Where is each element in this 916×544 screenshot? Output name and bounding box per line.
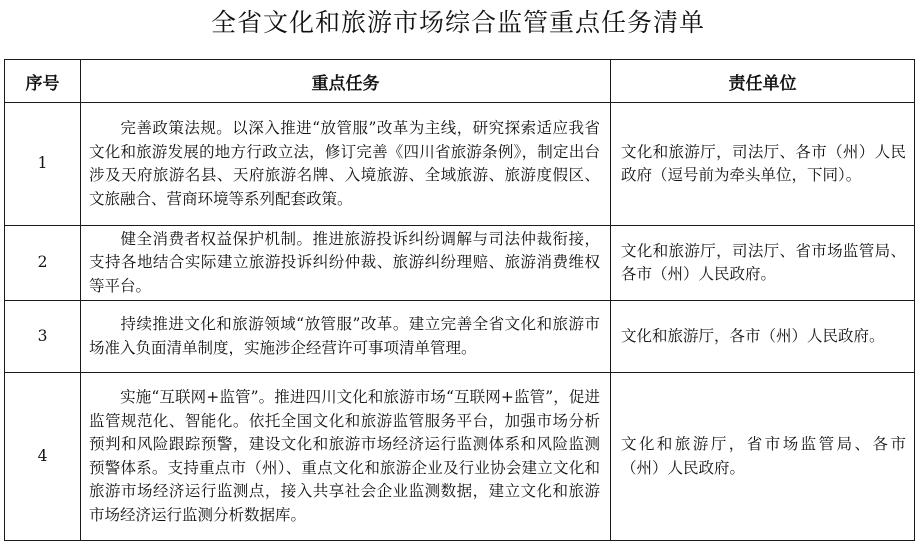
row-task: [81, 373, 611, 541]
row-responsible: 文化和旅游厅，司法厅、各市（州）人民政府（逗号前为牵头单位，下同）。: [611, 103, 915, 226]
table-row: [5, 226, 915, 301]
row-task-text: 实施“互联网+监管”。推进四川文化和旅游市场“互联网+监管”，促进监管规范化、智能化。依托全国文化和旅游监管服务平台，加强市场分析预判和风险跟踪预警，建设文化和旅游市场经济运行监测体系和风险监测预警体系。支持重点市（州）、重点文化和旅游企业及行业协会建立文化和旅游市场经济运行监测点，接入共享社会企业监测数据，建立文化和旅游市场经济运行监测分析数据库。: [89, 388, 600, 524]
row-task-text: 完善政策法规。以深入推进“放管服”改革为主线，研究探索适应我省文化和旅游发展的地方行政立法，修订完善《四川省旅游条例》，制定出台涉及天府旅游名县、天府旅游名牌、入境旅游、全域旅游、旅游度假区、文旅融合、营商环境等系列配套政策。: [89, 119, 600, 208]
header-task: 重点任务: [81, 60, 611, 103]
table-header-row: [5, 60, 915, 103]
row-number: 3: [5, 301, 81, 373]
row-number: 4: [5, 373, 81, 541]
task-table: [4, 59, 915, 541]
row-task-text: 健全消费者权益保护机制。推进旅游投诉纠纷调解与司法仲裁衔接，支持各地结合实际建立旅游投诉纠纷仲裁、旅游纠纷理赔、旅游消费维权等平台。: [89, 229, 600, 295]
row-number: 2: [5, 226, 81, 301]
header-responsible: 责任单位: [611, 60, 915, 103]
row-task: [81, 226, 611, 301]
row-number: 1: [5, 103, 81, 226]
row-task: [81, 103, 611, 226]
row-responsible: 文化和旅游厅，司法厅、省市场监管局、各市（州）人民政府。: [611, 226, 915, 301]
row-responsible: 文化和旅游厅，各市（州）人民政府。: [611, 301, 915, 373]
row-responsible: 文化和旅游厅，省市场监管局、各市（州）人民政府。: [611, 373, 915, 541]
table-row: [5, 301, 915, 373]
header-serial: 序号: [5, 60, 81, 103]
table-row: [5, 373, 915, 541]
row-task-text: 持续推进文化和旅游领域“放管服”改革。建立完善全省文化和旅游市场准入负面清单制度，实施涉企经营许可事项清单管理。: [89, 315, 600, 357]
document-title: 全省文化和旅游市场综合监管重点任务清单: [210, 8, 705, 37]
row-task: [81, 301, 611, 373]
table-row: [5, 103, 915, 226]
